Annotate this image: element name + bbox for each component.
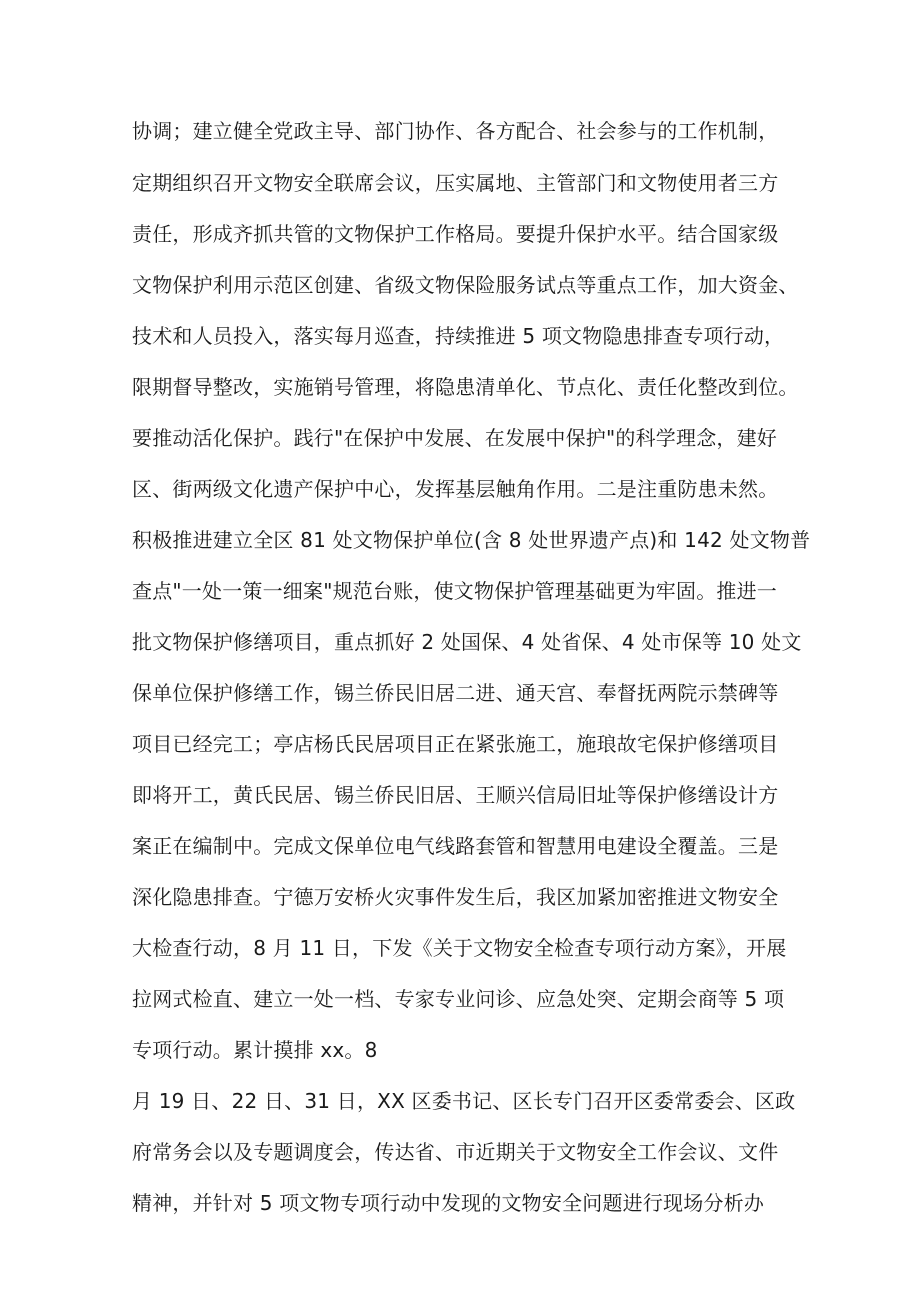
- text-line: 拉网式检直、建立一处一档、专家专业问诊、应急处突、定期会商等 5 项: [132, 987, 785, 1011]
- text-line: 文物保护利用示范区创建、省级文物保险服务试点等重点工作，加大资金、: [132, 273, 799, 297]
- text-line: 定期组织召开文物安全联席会议，压实属地、主管部门和文物使用者三方: [132, 171, 779, 195]
- text-line: 案正在编制中。完成文保单位电气线路套管和智慧用电建设全覆盖。三是: [132, 834, 779, 858]
- text-line: 协调；建立健全党政主导、部门协作、各方配合、社会参与的工作机制，: [132, 119, 779, 143]
- text-line: 批文物保护修缮项目，重点抓好 2 处国保、4 处省保、4 处市保等 10 处文: [132, 630, 802, 654]
- text-line: 月 19 日、22 日、31 日，XX 区委书记、区长专门召开区委常委会、区政: [132, 1089, 796, 1113]
- text-line: 大检查行动，8 月 11 日，下发《关于文物安全检查专项行动方案》，开展: [132, 936, 787, 960]
- text-line: 区、街两级文化遗产保护中心，发挥基层触角作用。二是注重防患未然。: [132, 477, 779, 501]
- text-line: 项目已经完工；亭店杨氏民居项目正在紧张施工，施琅故宅保护修缮项目: [132, 732, 779, 756]
- text-line: 限期督导整改，实施销号管理，将隐患清单化、节点化、责任化整改到位。: [132, 375, 799, 399]
- text-line: 精神，并针对 5 项文物专项行动中发现的文物安全问题进行现场分析办: [132, 1191, 765, 1215]
- text-line: 即将开工，黄氏民居、锡兰侨民旧居、王顺兴信局旧址等保护修缮设计方: [132, 783, 779, 807]
- text-line: 府常务会以及专题调度会，传达省、市近期关于文物安全工作会议、文件: [132, 1140, 779, 1164]
- text-line: 要推动活化保护。践行"在保护中发展、在发展中保护"的科学理念，建好: [132, 426, 777, 450]
- text-line: 专项行动。累计摸排 xx。8: [132, 1038, 378, 1062]
- text-line: 积极推进建立全区 81 处文物保护单位(含 8 处世界遗产点)和 142 处文物普: [132, 528, 811, 552]
- text-line: 责任，形成齐抓共管的文物保护工作格局。要提升保护水平。结合国家级: [132, 222, 779, 246]
- text-line: 技术和人员投入，落实每月巡查，持续推进 5 项文物隐患排查专项行动，: [132, 324, 785, 348]
- text-line: 深化隐患排查。宁德万安桥火灾事件发生后，我区加紧加密推进文物安全: [132, 885, 779, 909]
- text-line: 保单位保护修缮工作，锡兰侨民旧居二进、通天宫、奉督抚两院示禁碑等: [132, 681, 779, 705]
- text-line: 查点"一处一策一细案"规范台账，使文物保护管理基础更为牢固。推进一: [132, 579, 777, 603]
